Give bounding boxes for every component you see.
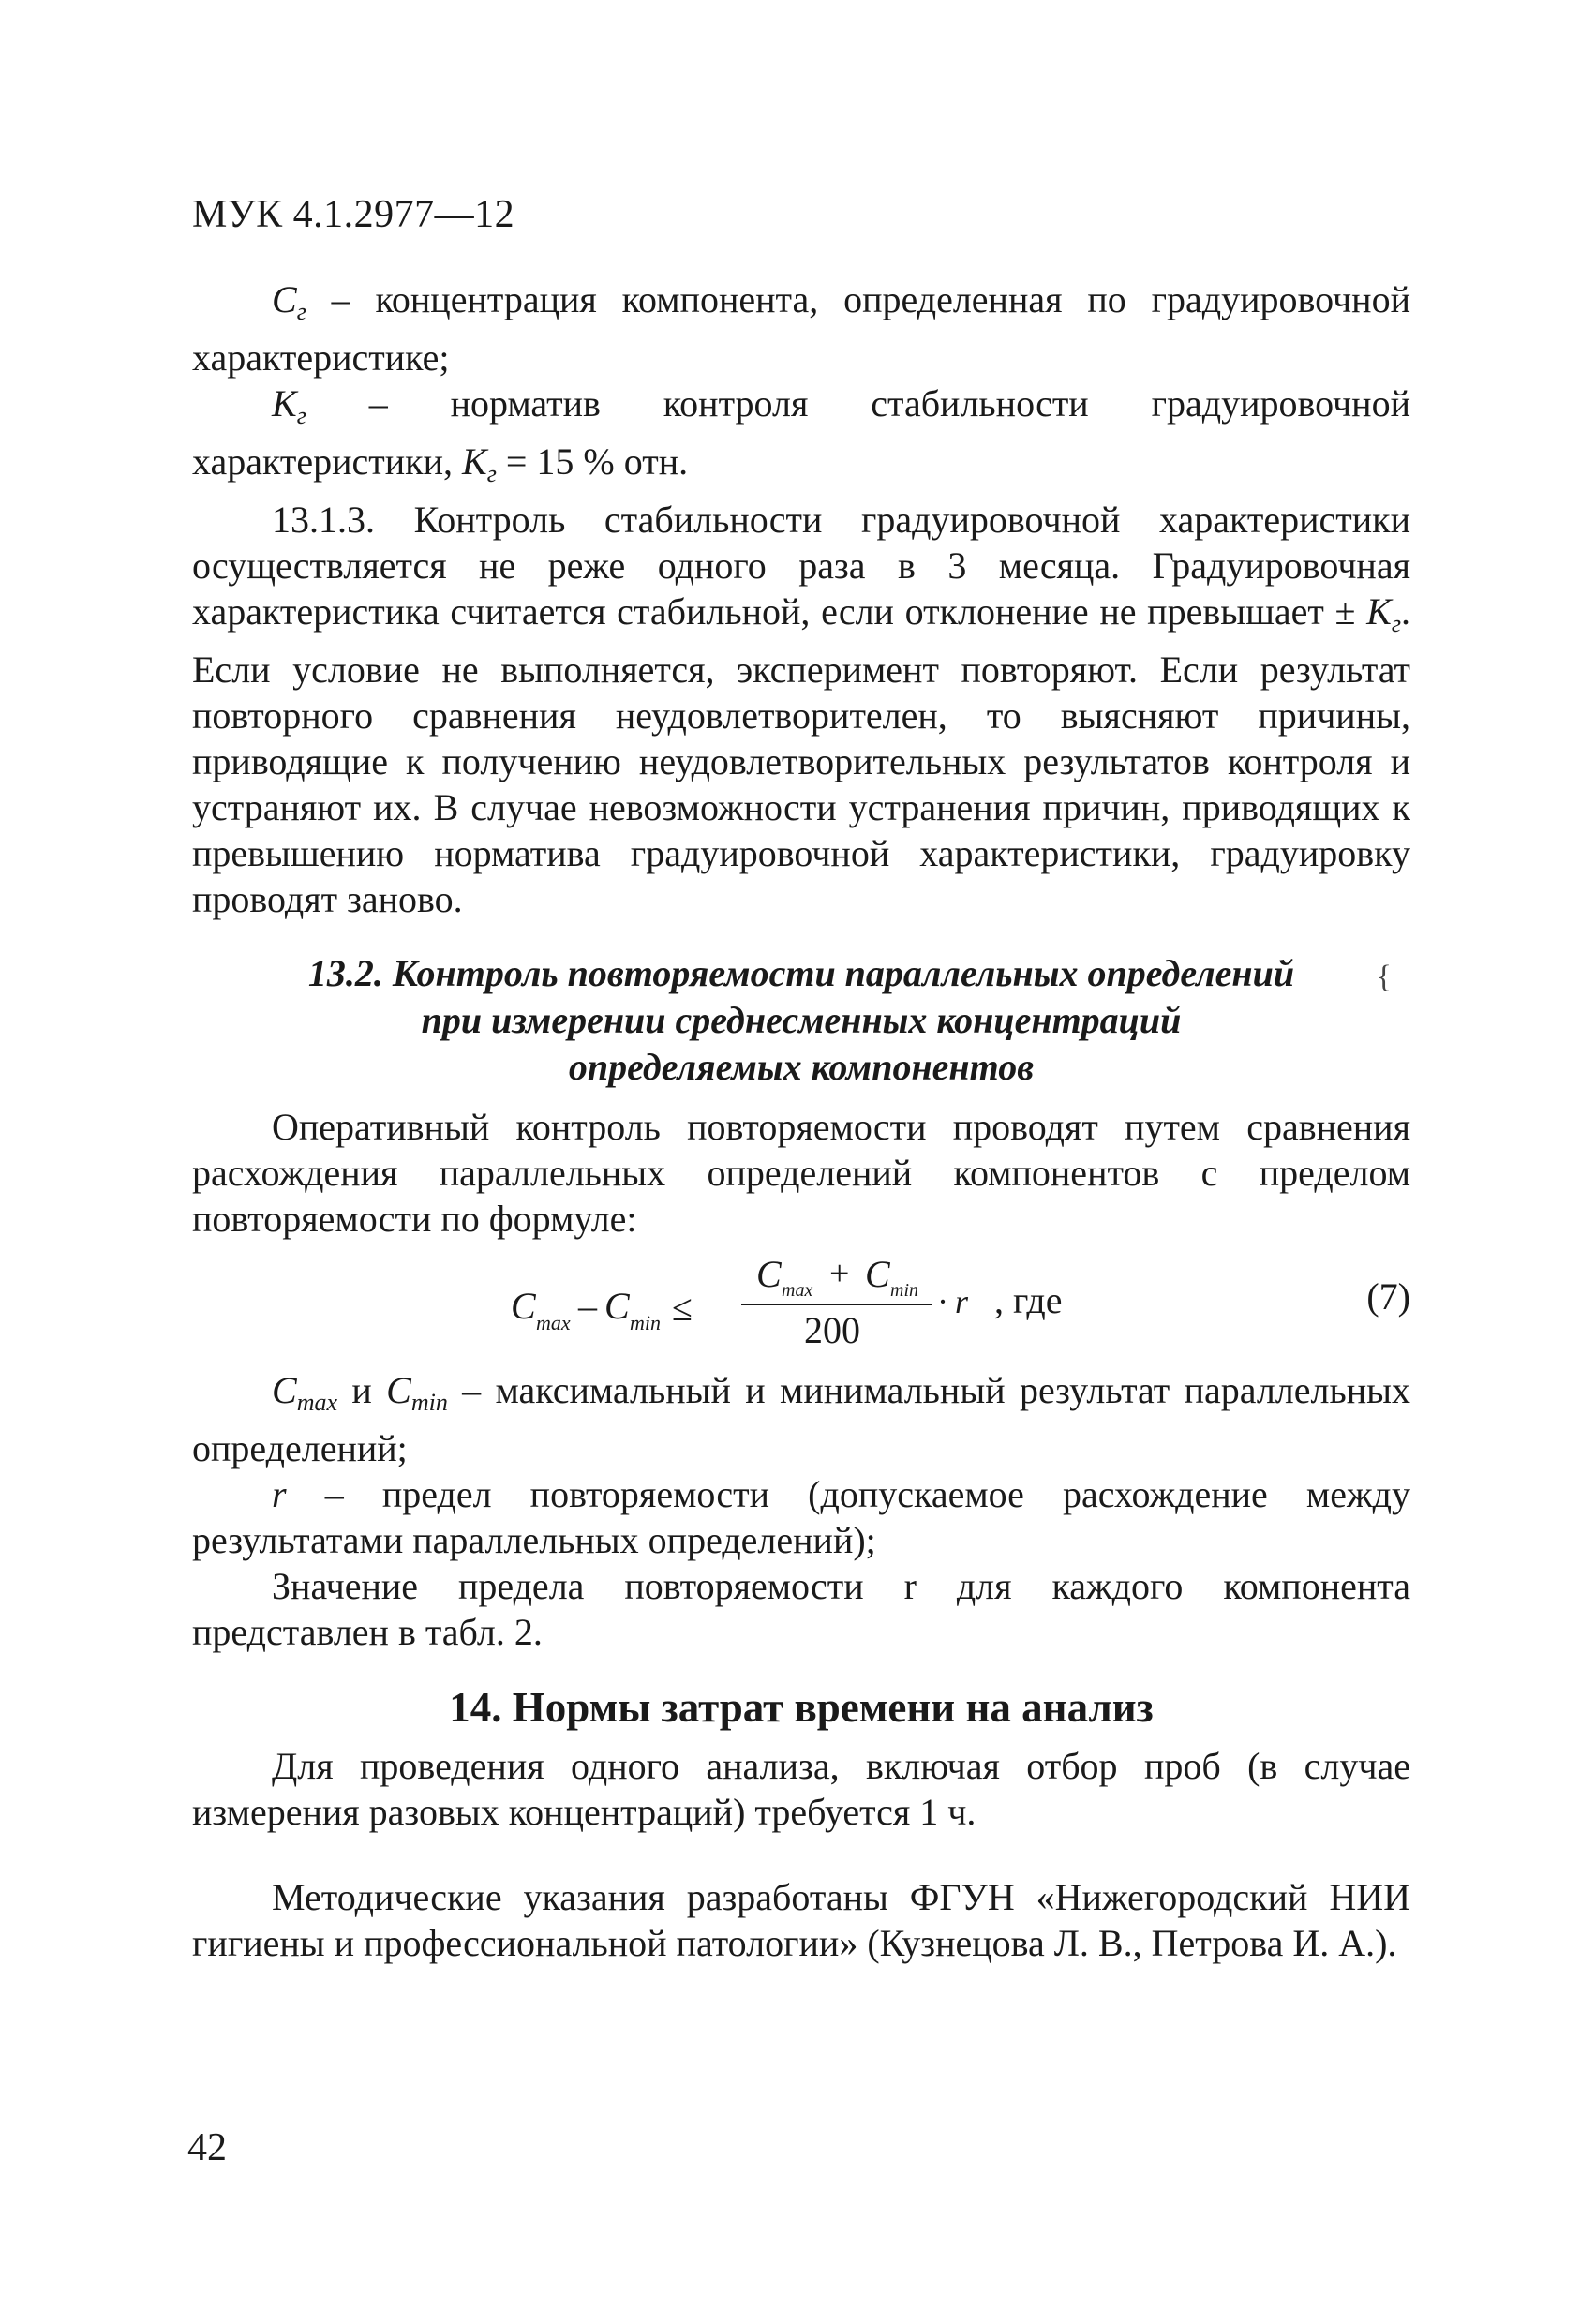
explanation-r-value: Значение предела повторяемости r для каждого компонента представлен в табл. 2. (192, 1565, 1410, 1653)
margin-brace-mark: { (1376, 960, 1392, 994)
cmax-subscript: max (296, 1389, 338, 1416)
formula-num-c-min: C (865, 1253, 890, 1295)
formula-minus: – (578, 1285, 597, 1327)
credits-paragraph: Методические указания разработаны ФГУН «Нижегородский НИИ гигиены и профессиональной патологии» (Кузнецова Л. В., Петрова И. А.). (192, 1876, 1410, 1964)
definition-kr (192, 380, 1410, 497)
document-code-header: МУК 4.1.2977—12 (192, 193, 515, 236)
formula-leq: ≤ (672, 1287, 693, 1329)
formula-lhs-c-min: C (604, 1285, 630, 1327)
section-13-2-heading-line1: 13.2. Контроль повторяемости параллельных определений (307, 952, 1295, 994)
definition-cr (192, 276, 1410, 380)
r-symbol: r (272, 1473, 287, 1515)
section-13-2-intro: Оперативный контроль повторяемости проводят путем сравнения расхождения параллельных определений компонентов с пределом повторяемости по формуле: (192, 1106, 1410, 1240)
paragraph-13-1-3-text-after: . Если условие не выполняется, эксперимент повторяют. Если результат повторного сравнения неудовлетворителен, то выясняют причины, приводящие к получению неудовлетворительных результатов контроля и устраняют их. В случае невозможности устранения причин, приводящих к превышению норматива градуировочной характеристики, градуировку проводят заново. (192, 590, 1410, 920)
section-14-text: Для проведения одного анализа, включая отбор проб (в случае измерения разовых концентраций) требуется 1 ч. (192, 1745, 1410, 1833)
section-13-2-heading-line2: при измерении среднесменных концентраций (421, 999, 1182, 1041)
section-13-2-heading (192, 950, 1410, 1091)
cr-symbol: C (272, 278, 297, 320)
formula-number: (7) (1366, 1275, 1410, 1318)
kr-value-symbol: K (462, 440, 487, 483)
section-13-2-heading-line3: определяемых компонентов (568, 1046, 1035, 1088)
cmin-subscript: min (410, 1389, 448, 1416)
formula-num-max-sub: max (782, 1280, 813, 1301)
r-text: – предел повторяемости (допускаемое расхождение между результатами параллельных определений); (192, 1473, 1410, 1561)
kr-value-subscript: г (486, 460, 497, 487)
page-body (192, 276, 1410, 1966)
explanation-r (192, 1471, 1410, 1563)
and-word: и (337, 1369, 387, 1411)
formula-lhs-c-max: C (511, 1285, 536, 1327)
spacer (192, 1835, 1410, 1874)
kr-symbol: K (272, 382, 297, 425)
kr-subscript: г (296, 402, 306, 429)
cmax-symbol: C (272, 1369, 297, 1411)
formula-lhs-max-sub: max (536, 1311, 571, 1334)
section-14-heading: 14. Нормы затрат времени на анализ (449, 1684, 1154, 1731)
formula-where: , где (994, 1279, 1063, 1321)
kr-definition-text: – норматив контроля стабильности градуировочной характеристики, (192, 382, 1410, 483)
cmin-symbol: C (386, 1369, 411, 1411)
formula-plus: + (829, 1254, 850, 1293)
formula-lhs-min-sub: min (630, 1311, 661, 1334)
paragraph-13-1-3-k-subscript: г (1391, 610, 1401, 637)
cr-definition-text: – концентрация компонента, определенная по градуировочной характеристике; (192, 278, 1410, 379)
cr-subscript: г (296, 298, 306, 325)
cmax-cmin-text: – максимальный и минимальный результат параллельных определений; (192, 1369, 1411, 1469)
kr-value-text: = 15 % отн. (496, 440, 689, 483)
page-number: 42 (187, 2126, 227, 2169)
formula-7 (192, 1245, 1410, 1358)
formula-num-c-max: C (756, 1253, 782, 1295)
formula-dot-r: · r (938, 1283, 969, 1320)
paragraph-13-1-3 (192, 497, 1410, 922)
paragraph-13-1-3-text-before: 13.1.3. Контроль стабильности градуировочной характеристики осуществляется не реже одного раза в 3 месяца. Градуировочная характеристика считается стабильной, если отклонение не превышает ± (192, 499, 1410, 633)
explanation-cmax-cmin (192, 1367, 1410, 1471)
formula-denominator: 200 (804, 1309, 860, 1351)
paragraph-13-1-3-k-symbol: K (1366, 590, 1392, 633)
formula-7-svg (511, 1245, 1260, 1358)
formula-num-min-sub: min (890, 1280, 918, 1301)
